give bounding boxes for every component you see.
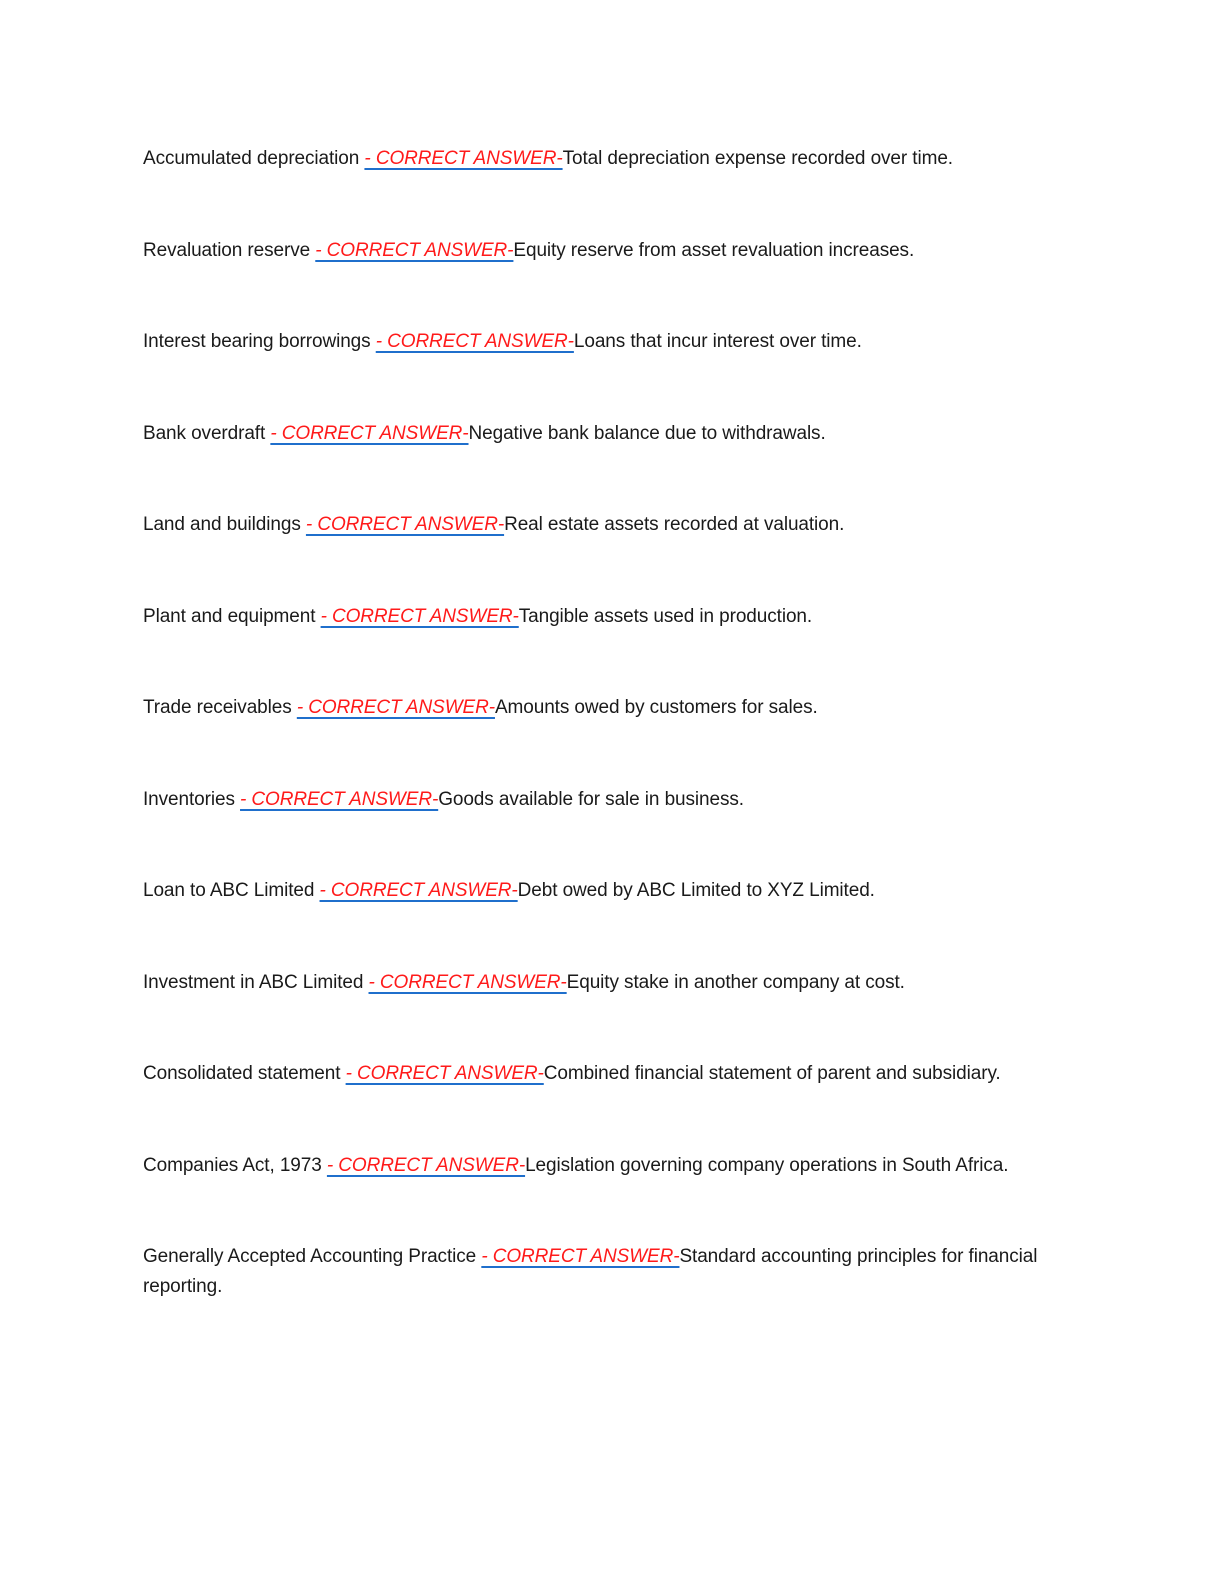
definition: Debt owed by ABC Limited to XYZ Limited. xyxy=(517,880,875,901)
definition: Amounts owed by customers for sales. xyxy=(494,697,818,718)
correct-answer-marker: - CORRECT ANSWER- xyxy=(320,605,519,627)
flashcard-entry xyxy=(143,1059,1073,1089)
correct-answer-marker: - CORRECT ANSWER- xyxy=(368,971,567,993)
flashcard-entry xyxy=(143,968,1073,998)
term: Land and buildings xyxy=(143,514,301,535)
flashcard-entry xyxy=(143,1151,1073,1181)
correct-answer-marker: - CORRECT ANSWER- xyxy=(296,697,495,718)
term: Loan to ABC Limited xyxy=(143,880,315,901)
term: Investment in ABC Limited xyxy=(143,971,364,993)
term: Generally Accepted Accounting Practice xyxy=(143,1246,477,1267)
definition: Total depreciation expense recorded over time. xyxy=(562,148,953,169)
correct-answer-marker: - CORRECT ANSWER- xyxy=(345,1063,544,1084)
term: Inventories xyxy=(143,788,235,810)
term: Consolidated statement xyxy=(143,1063,341,1084)
correct-answer-marker: - CORRECT ANSWER- xyxy=(240,788,439,810)
flashcard-entry xyxy=(143,1242,1073,1302)
definition: Negative bank balance due to withdrawals. xyxy=(468,422,826,444)
correct-answer-marker: - CORRECT ANSWER- xyxy=(481,1246,680,1267)
flashcard-entry xyxy=(143,419,1073,449)
flashcard-list xyxy=(143,144,1073,1364)
definition: Equity reserve from asset revaluation increases. xyxy=(513,239,915,261)
flashcard-entry xyxy=(143,327,1073,357)
flashcard-entry xyxy=(143,236,1073,266)
flashcard-entry xyxy=(143,785,1073,815)
term: Companies Act, 1973 xyxy=(143,1154,322,1176)
definition: Real estate assets recorded at valuation. xyxy=(504,514,845,535)
correct-answer-marker: - CORRECT ANSWER- xyxy=(305,514,505,535)
term: Trade receivables xyxy=(143,697,292,718)
correct-answer-marker: - CORRECT ANSWER- xyxy=(364,148,563,169)
flashcard-entry xyxy=(143,602,1073,632)
term: Interest bearing borrowings xyxy=(143,331,371,352)
term: Bank overdraft xyxy=(143,422,266,444)
flashcard-entry xyxy=(143,693,1073,723)
flashcard-entry xyxy=(143,510,1073,540)
definition: Goods available for sale in business. xyxy=(438,788,744,810)
term: Accumulated depreciation xyxy=(143,148,360,169)
definition: Tangible assets used in production. xyxy=(518,605,813,627)
definition: Standard accounting principles for financial reporting. xyxy=(143,1246,1038,1297)
definition: Loans that incur interest over time. xyxy=(573,331,862,352)
flashcard-entry xyxy=(143,876,1073,906)
correct-answer-marker: - CORRECT ANSWER- xyxy=(270,422,469,444)
correct-answer-marker: - CORRECT ANSWER- xyxy=(315,239,514,261)
correct-answer-marker: - CORRECT ANSWER- xyxy=(326,1154,526,1176)
term: Revaluation reserve xyxy=(143,239,311,261)
definition: Equity stake in another company at cost. xyxy=(566,971,905,993)
correct-answer-marker: - CORRECT ANSWER- xyxy=(375,331,574,352)
definition: Legislation governing company operations in South Africa. xyxy=(525,1154,1009,1176)
definition: Combined financial statement of parent and subsidiary. xyxy=(543,1063,1001,1084)
flashcard-entry xyxy=(143,144,1073,174)
correct-answer-marker: - CORRECT ANSWER- xyxy=(319,880,518,901)
term: Plant and equipment xyxy=(143,605,316,627)
